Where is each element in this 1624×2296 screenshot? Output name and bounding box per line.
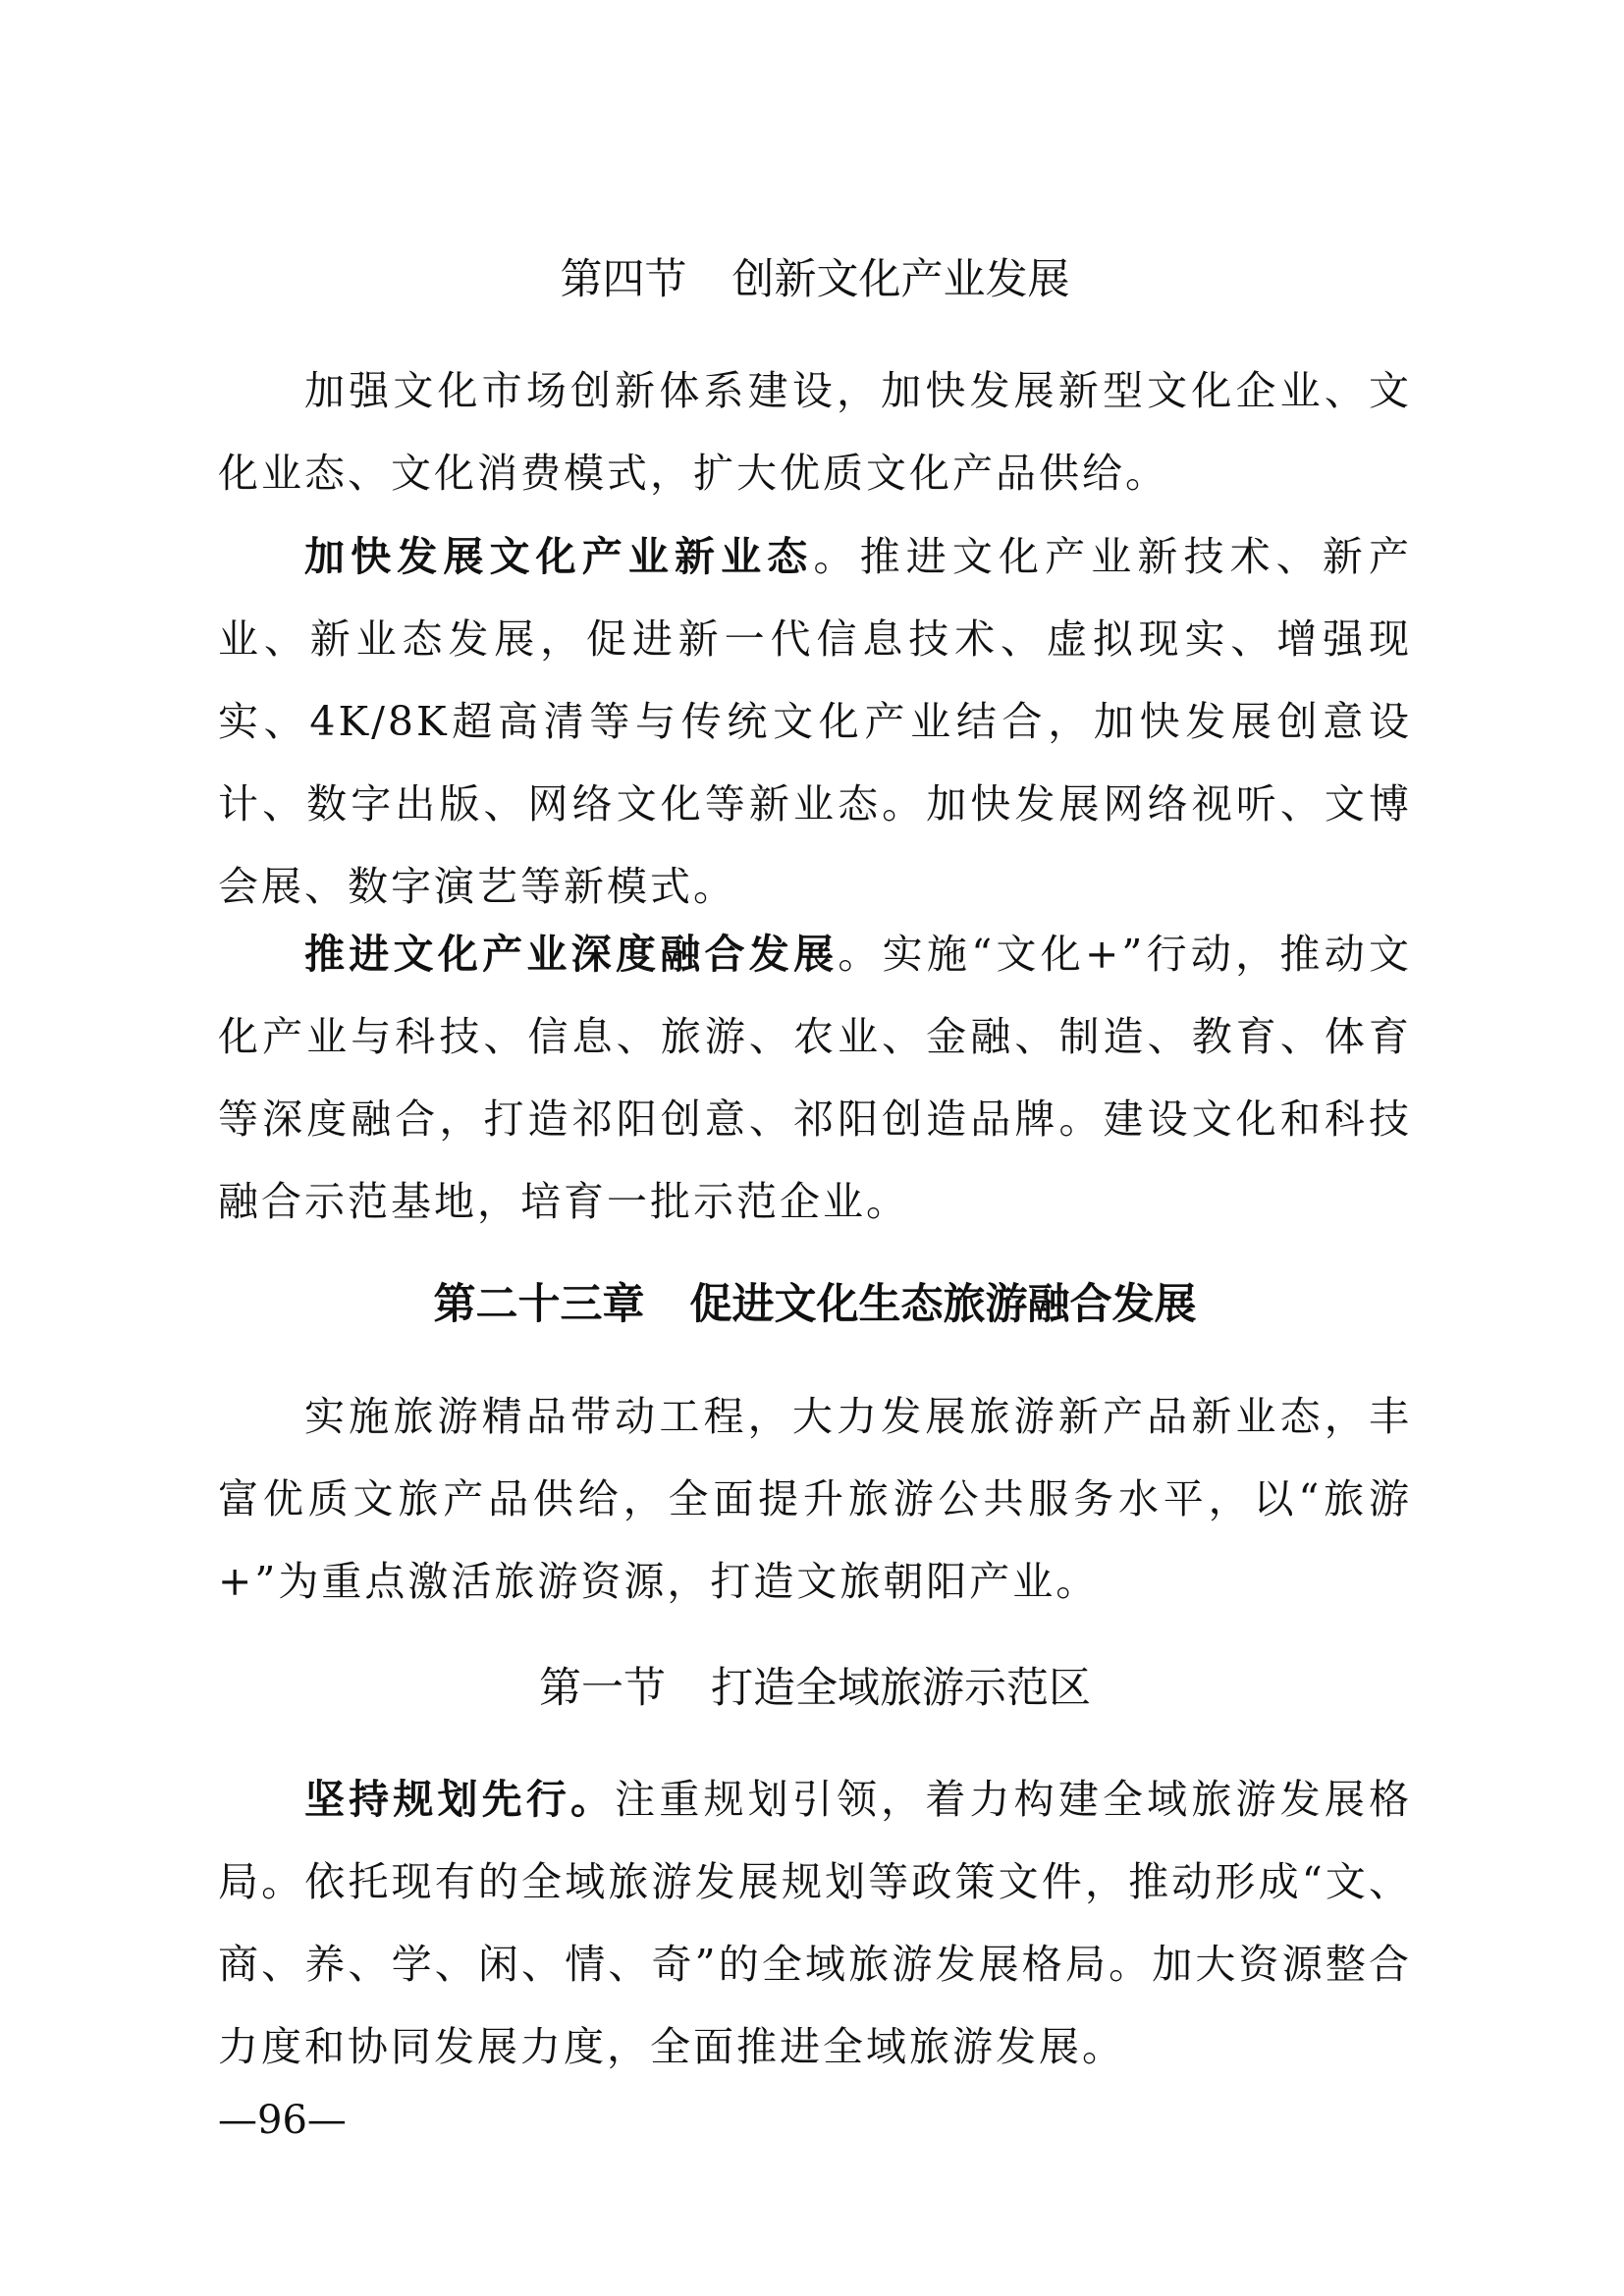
chapter-label: 第二十三章 xyxy=(433,1280,645,1329)
chapter-title: 促进文化生态旅游融合发展 xyxy=(689,1280,1197,1329)
page-number: —96— xyxy=(218,2098,347,2143)
paragraph-new-formats xyxy=(218,515,1412,928)
paragraph-intro xyxy=(218,349,1412,514)
paragraph-integration xyxy=(218,913,1412,1243)
section-heading-1 xyxy=(218,1659,1412,1718)
paragraph-text: 。实施“文化+”行动，推动文化产业与科技、信息、旅游、农业、金融、制造、教育、体育等深度融合，打造祁阳创意、祁阳创造品牌。建设文化和科技融合示范基地，培育一批示范企业。 xyxy=(218,931,1412,1225)
section-heading-4 xyxy=(218,250,1412,309)
section-title: 打造全域旅游示范区 xyxy=(711,1664,1091,1713)
paragraph-text: 实施旅游精品带动工程，大力发展旅游新产品新业态，丰富优质文旅产品供给，全面提升旅游公共服务水平，以“旅游+”为重点激活旅游资源，打造文旅朝阳产业。 xyxy=(218,1393,1412,1605)
paragraph-text: 注重规划引领，着力构建全域旅游发展格局。依托现有的全域旅游发展规划等政策文件，推动形成“文、商、养、学、闲、情、奇”的全域旅游发展格局。加大资源整合力度和协同发展力度，全面推进全域旅游发展。 xyxy=(218,1776,1413,2070)
section-label: 第四节 xyxy=(560,255,687,304)
paragraph-tourism-intro xyxy=(218,1375,1412,1623)
chapter-heading-23 xyxy=(218,1275,1412,1334)
paragraph-text: 。推进文化产业新技术、新产业、新业态发展，促进新一代信息技术、虚拟现实、增强现实、4K/8K超高清等与传统文化产业结合，加快发展创意设计、数字出版、网络文化等新业态。加快发展网络视听、文博会展、数字演艺等新模式。 xyxy=(218,533,1413,910)
paragraph-text: 加强文化市场创新体系建设，加快发展新型文化企业、文化业态、文化消费模式，扩大优质文化产品供给。 xyxy=(218,367,1412,497)
paragraph-lead: 加快发展文化产业新业态 xyxy=(304,533,814,580)
section-label: 第一节 xyxy=(539,1664,666,1713)
section-title: 创新文化产业发展 xyxy=(731,255,1070,304)
paragraph-lead: 推进文化产业深度融合发展 xyxy=(304,931,839,978)
paragraph-lead: 坚持规划先行。 xyxy=(304,1776,616,1823)
paragraph-planning xyxy=(218,1758,1412,2088)
